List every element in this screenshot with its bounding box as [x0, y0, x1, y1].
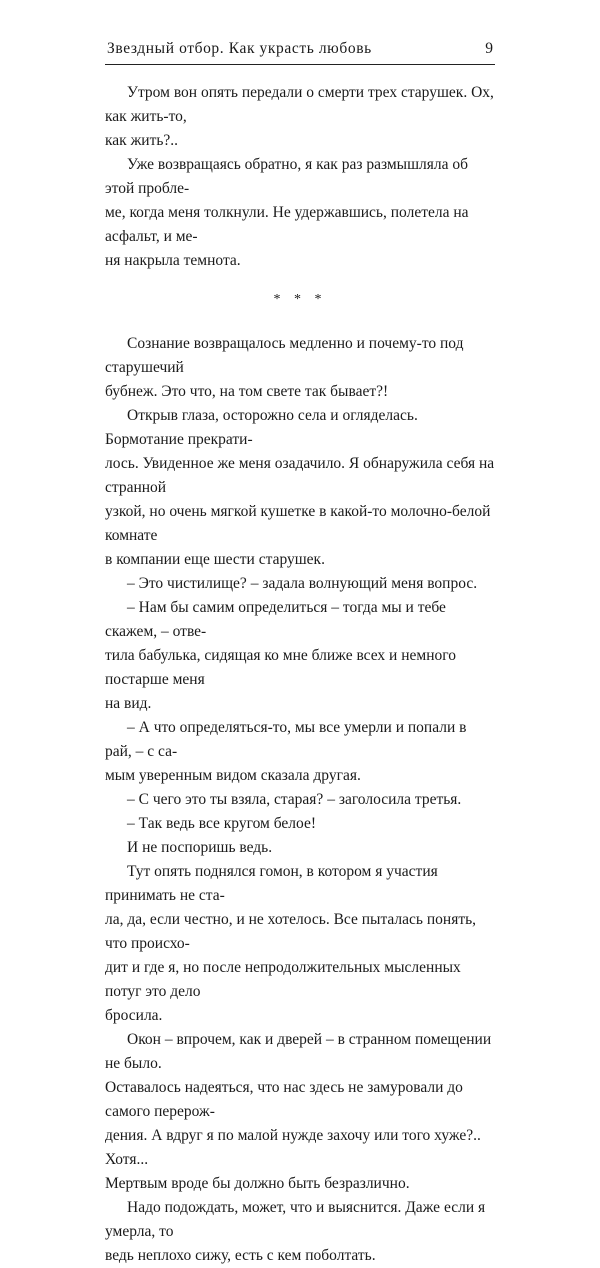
text-line: Тут опять поднялся гомон, в котором я участия принимать не ста-	[105, 863, 438, 904]
text-line: бросила.	[105, 1007, 163, 1024]
text-line: в компании еще шести старушек.	[105, 551, 325, 568]
text-line: узкой, но очень мягкой кушетке в какой-то молочно-белой комнате	[105, 503, 491, 544]
text-line: Утром вон опять передали о смерти трех старушек. Ох, как жить-то,	[105, 84, 494, 125]
text-line: ведь неплохо сижу, есть с кем поболтать.	[105, 1247, 376, 1264]
text-line: Сознание возвращалось медленно и почему-то под старушечий	[105, 335, 464, 376]
page-body	[105, 81, 495, 1268]
text-line: мым уверенным видом сказала другая.	[105, 767, 361, 784]
text-line: Окон – впрочем, как и дверей – в странном помещении не было.	[105, 1031, 492, 1072]
text-line: Оставалось надеяться, что нас здесь не замуровали до самого перерож-	[105, 1079, 463, 1120]
scene-break: * * *	[273, 292, 327, 307]
text-line: Надо подождать, может, что и выяснится. Даже если я умерла, то	[105, 1199, 486, 1240]
paragraph	[105, 836, 495, 860]
text-line: Мертвым вроде бы должно быть безразлично.	[105, 1175, 410, 1192]
page-number: 9	[485, 40, 493, 57]
text-line: дит и где я, но после непродолжительных мысленных потуг это дело	[105, 959, 461, 1000]
paragraph	[105, 404, 495, 572]
paragraph	[105, 153, 495, 273]
paragraph	[105, 812, 495, 836]
text-line: дения. А вдруг я по малой нужде захочу или того хуже?.. Хотя...	[105, 1127, 481, 1168]
paragraph	[105, 596, 495, 716]
running-title: Звездный отбор. Как украсть любовь	[107, 40, 372, 57]
running-header	[105, 38, 495, 65]
text-after-break	[105, 332, 495, 1268]
text-line: ня накрыла темнота.	[105, 252, 241, 269]
paragraph	[105, 332, 495, 404]
text-line: Открыв глаза, осторожно села и огляделась. Бормотание прекрати-	[105, 407, 418, 448]
text-line: как жить?..	[105, 132, 179, 149]
text-line: тила бабулька, сидящая ко мне ближе всех и немного постарше меня	[105, 647, 456, 688]
text-line: – Это чистилище? – задала волнующий меня вопрос.	[127, 575, 478, 592]
paragraph	[105, 81, 495, 153]
paragraph	[105, 572, 495, 596]
text-line: – А что определяться-то, мы все умерли и попали в рай, – с са-	[105, 719, 467, 760]
text-line: ме, когда меня толкнули. Не удержавшись, полетела на асфальт, и ме-	[105, 204, 469, 245]
text-line: – С чего это ты взяла, старая? – заголосила третья.	[127, 791, 462, 808]
text-line: на вид.	[105, 695, 152, 712]
text-line: ла, да, если честно, и не хотелось. Все пыталась понять, что происхо-	[105, 911, 477, 952]
text-line: – Нам бы самим определиться – тогда мы и тебе скажем, – отве-	[105, 599, 446, 640]
paragraph	[105, 788, 495, 812]
text-line: лось. Увиденное же меня озадачило. Я обнаружила себя на странной	[105, 455, 495, 496]
text-line: Уже возвращаясь обратно, я как раз размышляла об этой пробле-	[105, 156, 468, 197]
text-before-break	[105, 81, 495, 273]
text-line: И не поспоришь ведь.	[127, 839, 273, 856]
paragraph	[105, 860, 495, 1028]
text-line: бубнеж. Это что, на том свете так бывает?!	[105, 383, 389, 400]
paragraph	[105, 1028, 495, 1196]
paragraph	[105, 716, 495, 788]
text-line: – Так ведь все кругом белое!	[127, 815, 316, 832]
paragraph	[105, 1196, 495, 1268]
